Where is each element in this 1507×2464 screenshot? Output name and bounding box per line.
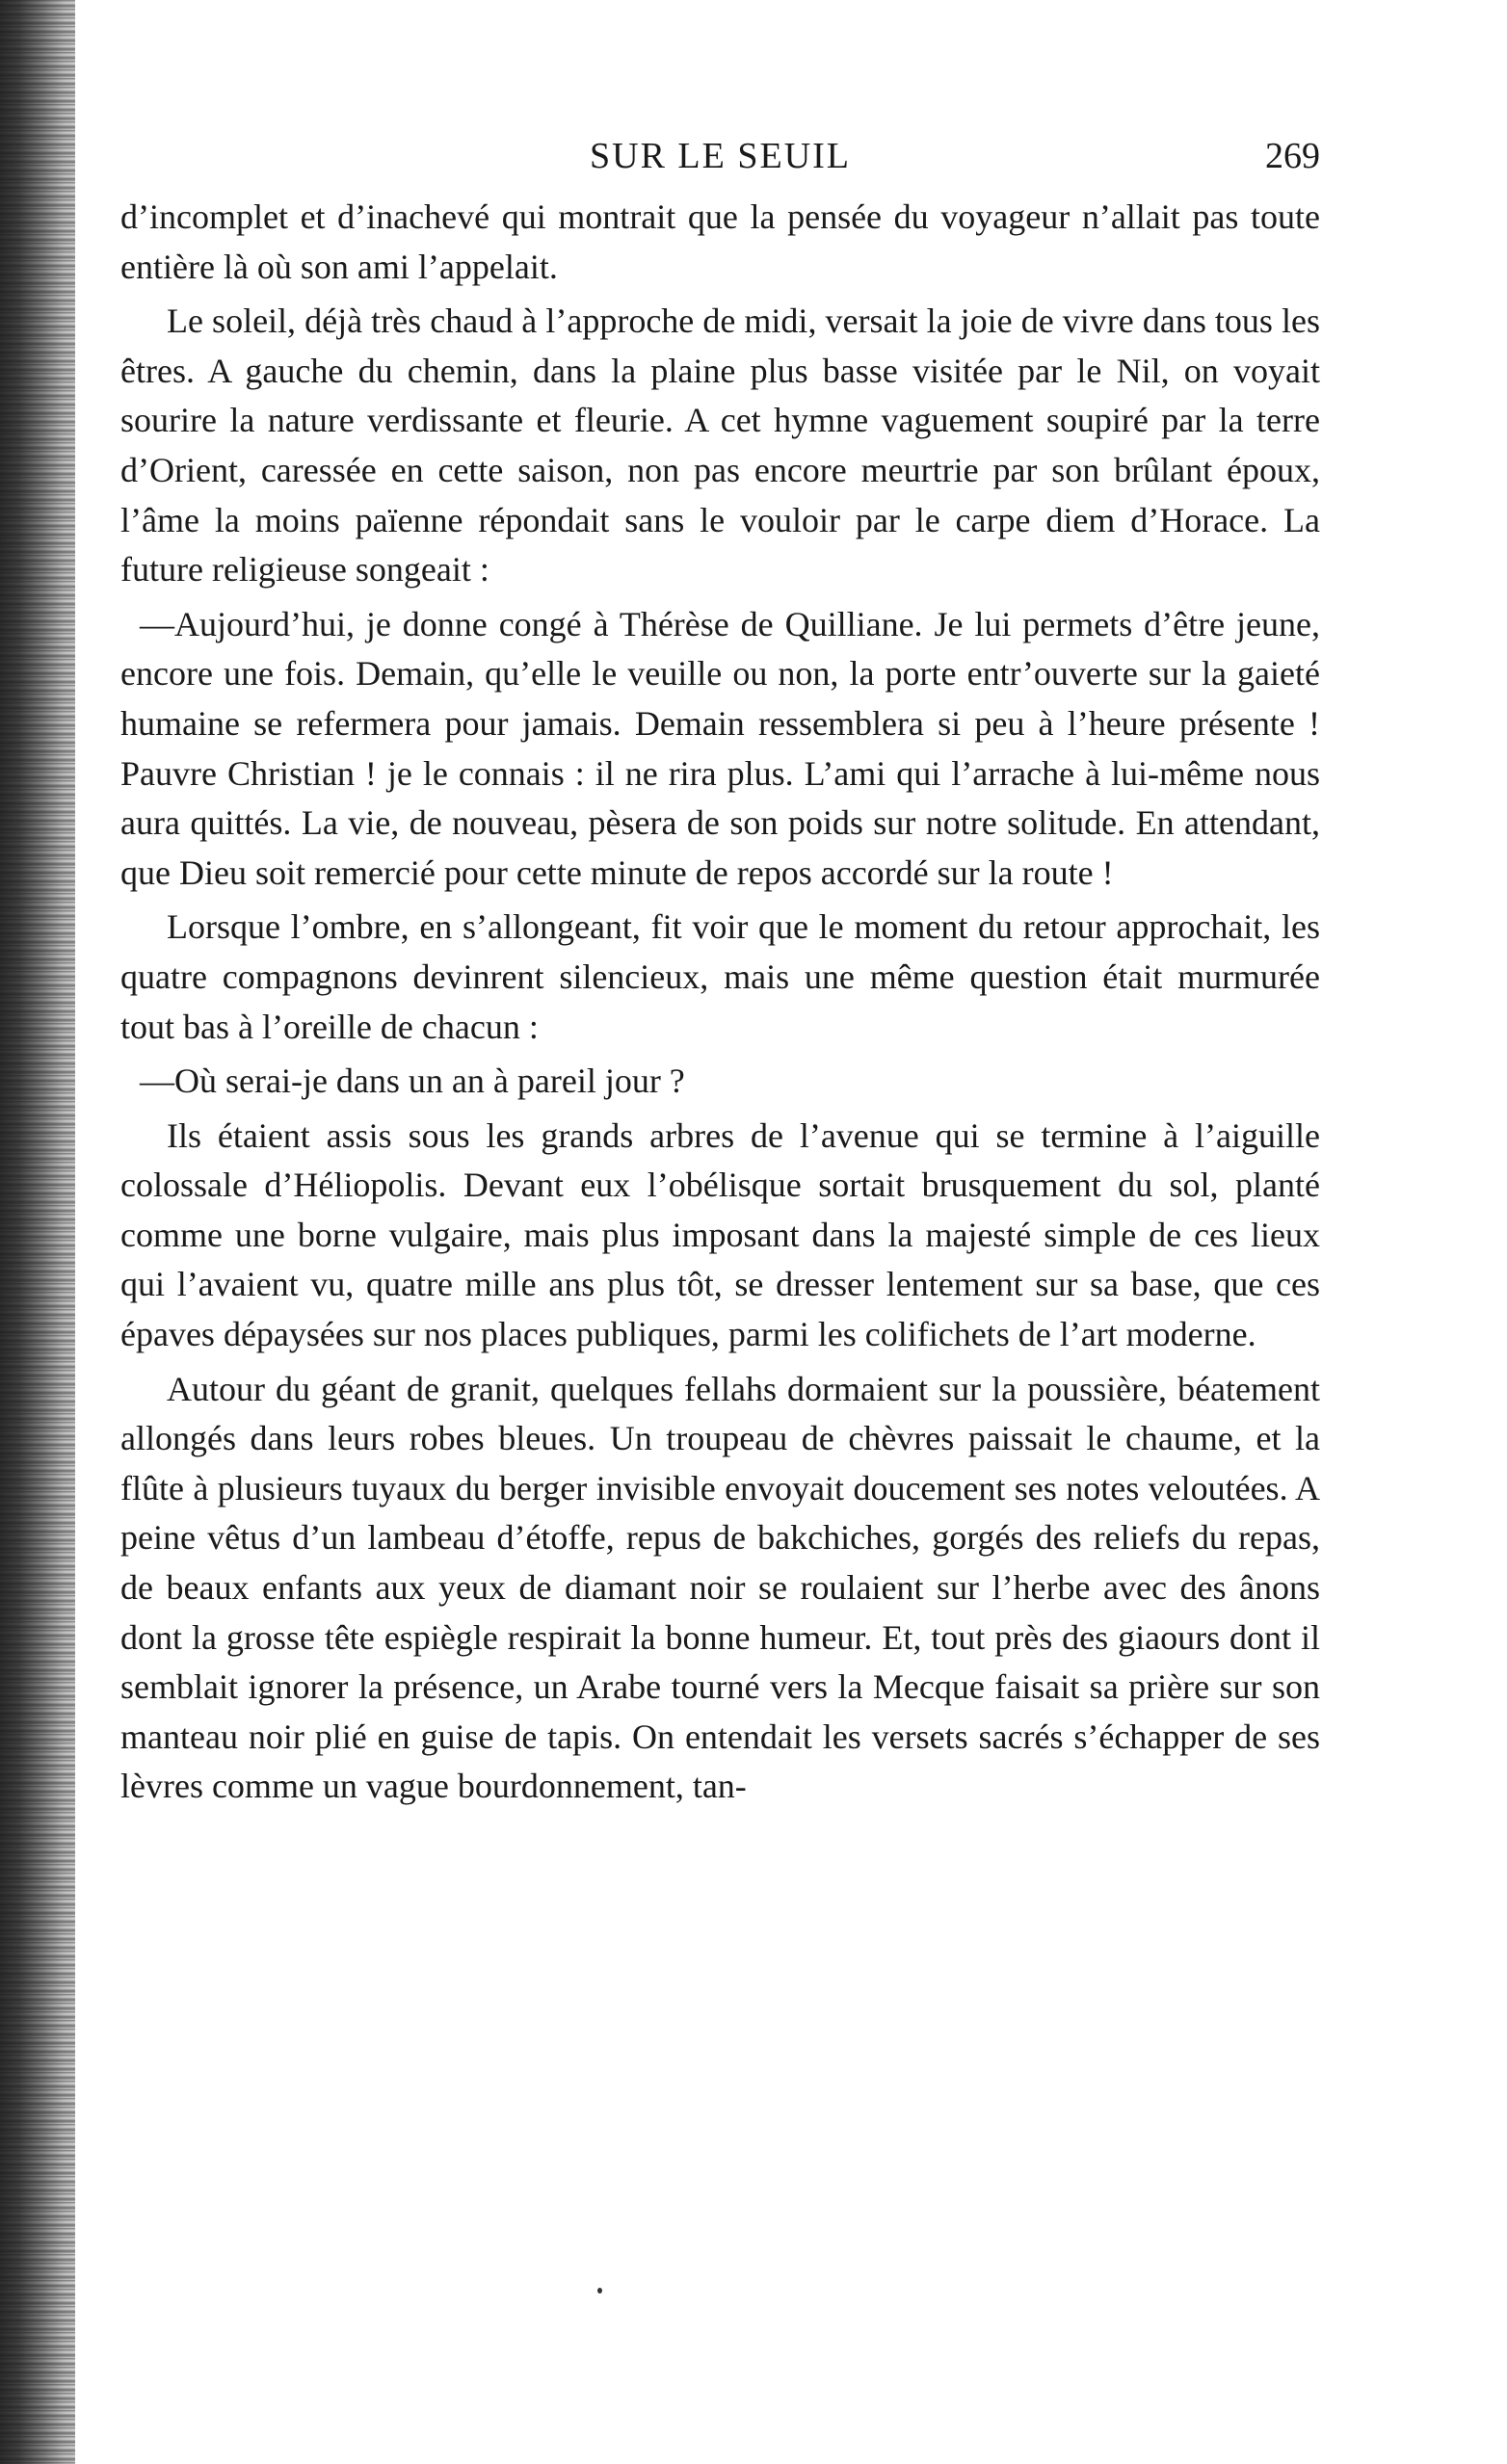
text-block	[120, 193, 1320, 1812]
paragraph-2: Le soleil, déjà très chaud à l’approche de midi, versait la joie de vivre dans tous les êtres. A gauche du chemin, dans la plaine plus basse visitée par le Nil, on voyait sourire la nature verdissante et fleurie. A cet hymne vaguement soupiré par la terre d’Orient, caressée en cette saison, non pas encore meurtrie par son brûlant époux, l’âme la moins païenne répondait sans le vouloir par le carpe diem d’Horace. La future religieuse songeait :	[120, 301, 1320, 590]
paragraph-5-dialogue: —Où serai-je dans un an à pareil jour ?	[140, 1062, 685, 1101]
page-binding-shadow	[0, 0, 75, 2464]
running-title: SUR LE SEUIL	[590, 136, 851, 176]
paragraph-7: Autour du géant de granit, quelques fellahs dormaient sur la poussière, béatement allongés dans leurs robes bleues. Un troupeau de chèvres paissait le chaume, et la flûte à plusieurs tuyaux du berger invisible envoyait doucement ses notes veloutées. A peine vêtus d’un lambeau d’étoffe, repus de bakchiches, gorgés des reliefs du repas, de beaux enfants aux yeux de diamant noir se roulaient sur l’herbe avec des ânons dont la grosse tête espiègle respirait la bonne humeur. Et, tout près des giaours dont il semblait ignorer la présence, un Arabe tourné vers la Mecque faisait sa prière sur son manteau noir plié en guise de tapis. On entendait les versets sacrés s’échapper de ses lèvres comme un vague bourdonnement, tan-	[120, 1369, 1320, 1806]
paragraph-3-dialogue: —Aujourd’hui, je donne congé à Thérèse de Quilliane. Je lui permets d’être jeune, encore une fois. Demain, qu’elle le veuille ou non, la porte entr’ouverte sur la gaieté humaine se refermera pour jamais. Demain ressemblera si peu à l’heure présente ! Pauvre Christian ! je le connais : il ne rira plus. L’ami qui l’arrache à lui-même nous aura quittés. La vie, de nouveau, pèsera de son poids sur notre solitude. En attendant, que Dieu soit remercié pour cette minute de repos accordé sur la route !	[120, 604, 1320, 892]
paragraph-6: Ils étaient assis sous les grands arbres de l’avenue qui se termine à l’aiguille colossale d’Héliopolis. Devant eux l’obélisque sortait brusquement du sol, planté comme une borne vulgaire, mais plus imposant dans la majesté simple de ces lieux qui l’avaient vu, quatre mille ans plus tôt, se dresser lentement sur sa base, que ces épaves dépaysées sur nos places publiques, parmi les colifichets de l’art moderne.	[120, 1115, 1320, 1354]
paragraph-4: Lorsque l’ombre, en s’allongeant, fit voir que le moment du retour approchait, les quatre compagnons devinrent silencieux, mais une même question était murmurée tout bas à l’oreille de chacun :	[120, 907, 1320, 1046]
ink-speck	[597, 2288, 602, 2294]
paragraph-1: d’incomplet et d’inachevé qui montrait que la pensée du voyageur n’allait pas toute entière là où son ami l’appelait.	[120, 197, 1320, 286]
page-number: 269	[1265, 136, 1320, 176]
running-head	[120, 116, 1320, 193]
book-page	[120, 116, 1320, 1812]
